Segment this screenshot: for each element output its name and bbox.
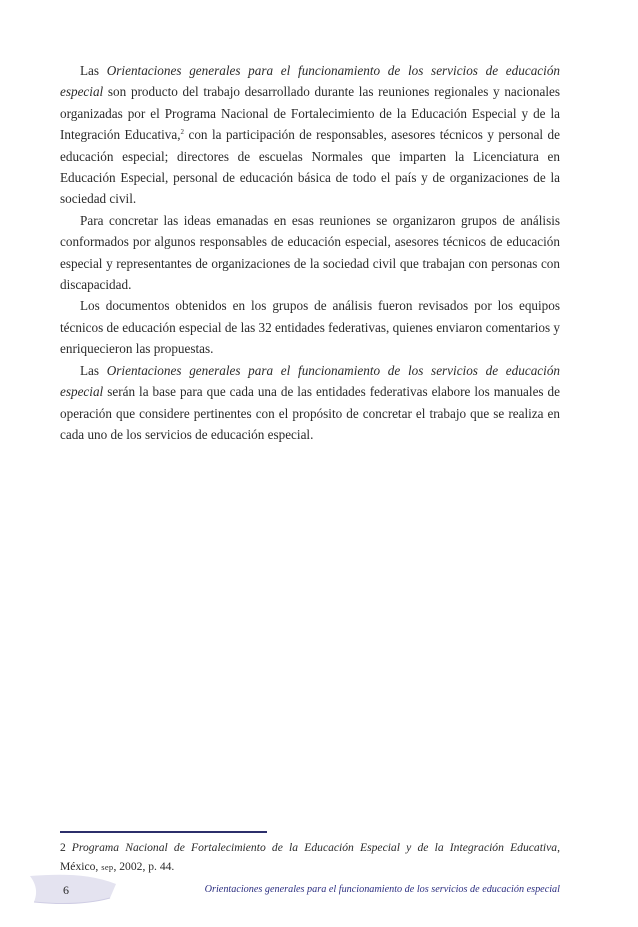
paragraph-3: Los documentos obtenidos en los grupos de análisis fueron revisados por los equipos técnicos de educación especial de las 32 entidades federativas, quienes enviaron comentarios y enriquecieron las propuestas. [60,298,560,357]
footnote-details: , 2002, p. 44. [113,860,175,873]
body-text [60,60,560,445]
paragraph-1-title: Orientaciones generales para el funcionamiento de los servicios de educación especial [60,63,561,100]
footnote-number: 2 [60,841,66,854]
paragraph-1-intro: Las [80,63,107,78]
paragraph-4-intro: Las [80,362,107,378]
paragraph-1-text-end: con la participación de responsables, asesores técnicos y personal de educación especial; directores de escuelas Normales que imparten la Licenciatura en Educación Especial, personal de educación básica de todo el país y de organizaciones de la sociedad civil. [60,127,560,207]
paragraph-4-text: serán la base para que cada una de las entidades federativas elabore los manuales de operación que considere pertinentes con el propósito de concretar el trabajo que se realiza en cada uno de los servicios de educación especial. [60,384,560,442]
footnote-title: Programa Nacional de Fortalecimiento de la Educación Especial y de la Integración Educativa [71,841,558,854]
footnote-divider [60,831,267,833]
paragraph-4-title: Orientaciones generales para el funcionamiento de los servicios de educación especial [60,362,561,400]
footnote-place: , México, [60,841,560,873]
footnote-publisher: sep [101,862,114,872]
paragraph-2: Para concretar las ideas emanadas en esas reuniones se organizaron grupos de análisis conformados por algunos responsables de educación especial, asesores técnicos de educación especial y representantes de organizaciones de la sociedad civil que trabajan con personas con discapacidad. [60,212,560,293]
page-tab-shape [28,872,118,906]
paragraph-1-text: son producto del trabajo desarrollado durante las reuniones regionales y nacionales organizadas por el Programa Nacional de Fortalecimiento de la Educación Especial y de la Integración Educativa, [60,84,560,143]
paragraph-1 [60,60,560,210]
running-footer-title: Orientaciones generales para el funcionamiento de los servicios de educación especial [204,884,560,895]
footnote-reference[interactable]: 2 [180,128,185,137]
page-number: 6 [63,883,69,897]
paragraph-4 [60,360,560,446]
footnote [60,838,560,877]
